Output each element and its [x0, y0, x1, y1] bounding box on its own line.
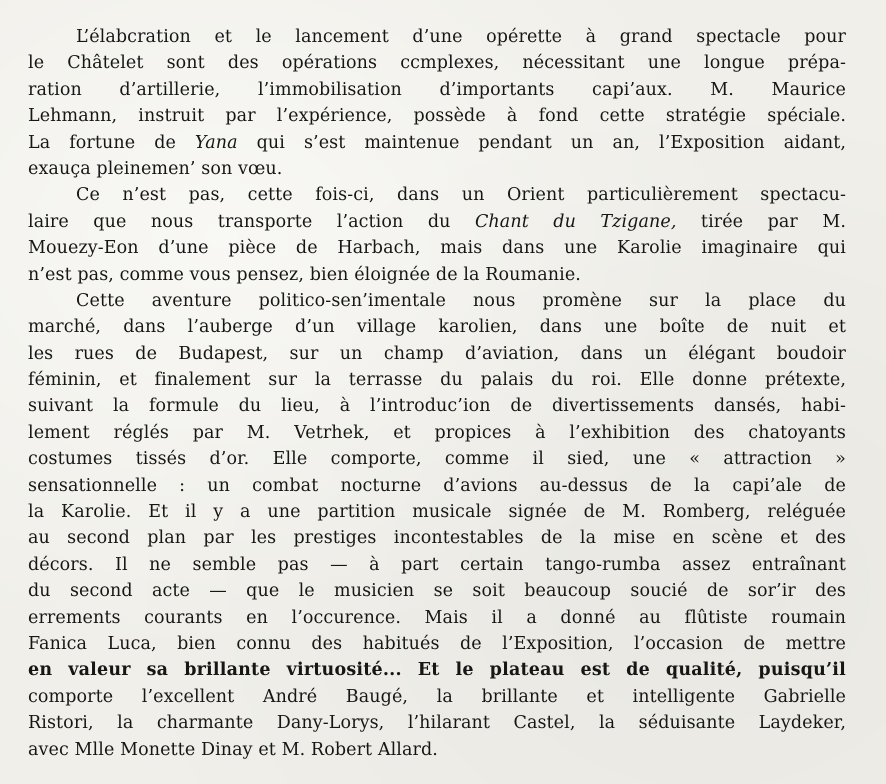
text-line: Cette aventure politico-sen’imentale nous promène sur la place du — [76, 290, 846, 311]
text-line: du second acte — que le musicien se soit beaucoup soucié de sor’ir des — [28, 581, 846, 602]
text-line: au second plan par les prestiges incontestables de la mise en scène et des — [28, 528, 846, 549]
text-line: Mouezy-Eon d’une pièce de Harbach, mais dans une Karolie imaginaire qui — [28, 238, 846, 259]
text-line: Lehmann, instruit par l’expérience, possède à fond cette stratégie spéciale. — [28, 106, 846, 127]
text-line: les rues de Budapest, sur un champ d’aviation, dans un élégant boudoir — [28, 343, 846, 364]
text-line: errements courants en l’occurence. Mais il a donné au flûtiste roumain — [28, 607, 846, 628]
text-line — [28, 130, 846, 156]
text-run: laire que nous transporte l’action du — [28, 211, 475, 232]
article-text — [28, 24, 846, 763]
text-line: n’est pas, comme vous pensez, bien éloignée de la Roumanie. — [28, 264, 581, 285]
text-line: la Karolie. Et il y a une partition musicale signée de M. Romberg, reléguée — [28, 502, 846, 523]
text-line: décors. Il ne semble pas — à part certain tango-rumba assez entraînant — [28, 554, 846, 575]
text-line: sensationnelle : un combat nocturne d’avions au-dessus de la capi’ale de — [28, 475, 846, 496]
text-run: tirée par M. — [676, 211, 846, 232]
text-line: avec Mlle Monette Dinay et M. Robert Allard. — [28, 739, 438, 760]
text-line: marché, dans l’auberge d’un village karolien, dans une boîte de nuit et — [28, 317, 846, 338]
paragraph-2 — [28, 182, 846, 288]
text-line: ration d’artillerie, l’immobilisation d’importants capi’aux. M. Maurice — [28, 79, 846, 100]
text-line: Ce n’est pas, cette fois-ci, dans un Orient particulièrement spectacu- — [76, 185, 846, 206]
text-line: féminin, et finalement sur la terrasse du palais du roi. Elle donne prétexte, — [28, 370, 846, 391]
text-line: comporte l’excellent André Baugé, la brillante et intelligente Gabrielle — [28, 686, 846, 707]
paragraph-1 — [28, 24, 846, 182]
text-line: L’élabcration et le lancement d’une opérette à grand spectacle pour — [76, 27, 846, 47]
text-run: qui s’est maintenue pendant un an, l’Exposition aidant, — [237, 132, 846, 153]
text-line: Ristori, la charmante Dany-Lorys, l’hilarant Castel, la séduisante Laydeker, — [28, 713, 846, 734]
text-line: costumes tissés d’or. Elle comporte, comme il sied, une « attraction » — [28, 449, 846, 470]
text-line: en valeur sa brillante virtuosité... Et le plateau est de qualité, puisqu’il — [28, 660, 846, 681]
paragraph-3 — [28, 288, 846, 763]
text-line: lement réglés par M. Vetrhek, et propices à l’exhibition des chatoyants — [28, 422, 846, 443]
text-line: le Châtelet sont des opérations ccmplexes, nécessitant une longue prépa- — [28, 53, 846, 74]
text-line — [28, 209, 846, 235]
text-line: suivant la formule du lieu, à l’introduc’ion de divertissements dansés, habi- — [28, 396, 846, 417]
text-run: La fortune de — [28, 132, 195, 153]
text-line: exauça pleinemen’ son vœu. — [28, 158, 283, 179]
italic-title: Chant du Tzigane, — [474, 211, 677, 232]
italic-title: Yana — [194, 132, 238, 153]
text-line: Fanica Luca, bien connu des habitués de l’Exposition, l’occasion de mettre — [28, 633, 846, 654]
